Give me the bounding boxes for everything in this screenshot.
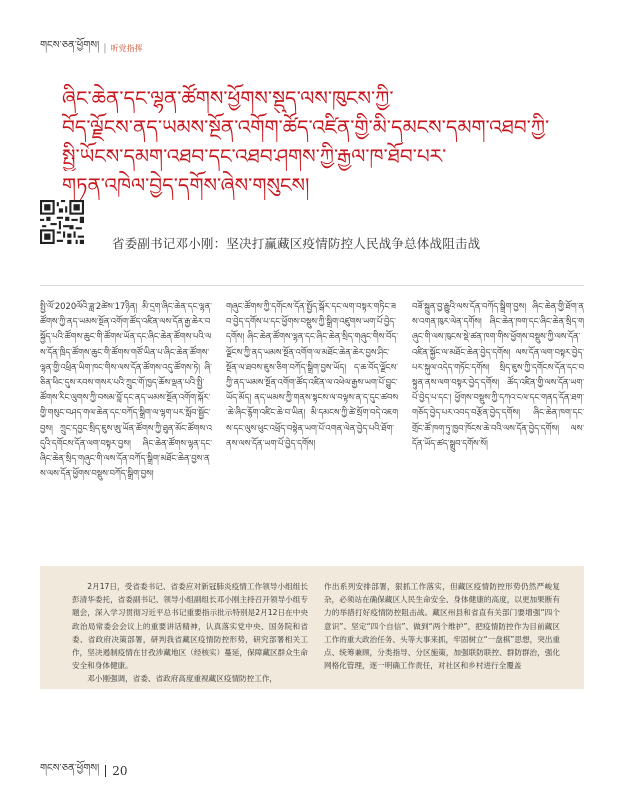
- page-header: [40, 34, 143, 62]
- footer-separator: [105, 765, 106, 777]
- body-column: སྤྱི་ལོ་2020ལོའི་ཟླ་2ཚེས་17ཉིན། མི་དྲག་ཞིང་ཆེན་དང་ལྷན་ཚོགས་ཀྱི་ནད་ཡམས་སྔོན་འགོག་ཚོད་འཛིན་ལས་དོན་རྒྱ་ཆེར་བསྐྱོད་པའི་ཚོགས་ཆུང་གི་ཚོགས་ཡོན་དང་ཞིང་ཆེན་ཚོགས་པའི་ལས་དོན་ཁྲིད་ཚོགས་ཆུང་གི་ཚོགས་གཙོ་ཡིན་པ་ཞིང་ཆེན་ཚོགས་ལྷན་གྱི་འཕྲིན་ཡིག་ཁང་གིས་ལས་དོན་ཚོགས་འདུ་ཚོགས་ཏེ། ཞི་ཅིན་ཕིང་དུས་རབས་གསར་པའི་ཀྲུང་གོ་ཁྱད་ཆོས་ལྡན་པའི་སྤྱི་ཚོགས་རིང་ལུགས་ཀྱི་བསམ་བློ་དང་ནད་ཡམས་སྔོན་འགོག་སྐོར་གྱི་གསུང་བཤད་གལ་ཆེན་དང་བཀོད་སྒྲིག་ལ་ལྷག་པར་སློབ་སྦྱོང་བྱས། ཀྲུང་དབྱང་སྲིད་ཇུས་ཨུ་ཡོན་ཚོགས་ཀྱི་ཐུན་མོང་ཚོགས་འདུའི་དགོངས་དོན་ལག་བསྟར་བྱས། ཞིང་ཆེན་ཚོགས་ལྷན་དང་ཞིང་ཆེན་སྲིད་གཞུང་གི་ལས་དོན་བཀོད་སྒྲིག་མཐོང་ཆེན་བྱས་ནས་ལས་དོན་ཕྱོགས་བསྡུས་བཀོད་སྒྲིག་བྱས།: [40, 301, 212, 479]
- article-subtitle: 省委副书记邓小刚：坚决打赢藏区疫情防控人民战争总体战阻击战: [112, 236, 481, 251]
- magazine-name: གངས་ཅན་ཕྱོགས།: [40, 40, 100, 51]
- article-title: [62, 84, 582, 200]
- header-separator: |: [103, 42, 107, 54]
- column-name: 听党指挥: [110, 43, 143, 53]
- summary-paragraph: 作出系列安排部署，狠抓工作落实，但藏区疫情防控形势仍然严峻复杂，必须站在确保藏区人民生命安全、身体健康的高度，以更加果断有力的举措打好疫情防控阻击战。藏区州县和省直有关部门要增强“四个意识”、坚定“四个自信”、做到“两个维护”，把疫情防控作为目前藏区工作的重大政治任务、头等大事来抓，牢固树立“一盘棋”思想，突出重点、统筹兼顾，分类指导、分区施策，加强联防联控、群防群治，强化网格化管理，逐一明确工作责任，对社区和乡村进行全覆盖: [324, 582, 560, 671]
- chinese-summary-box: [40, 566, 584, 689]
- title-line: ཞིང་ཆེན་དང་ལྷན་ཚོགས་ཕྱོགས་སྡུད་ལས་ཁུངས་ཀྱི་: [62, 86, 394, 110]
- body-column: གཞུང་ཚོགས་ཀྱི་དགོངས་དོན་སྤྱོད་སྒོར་དང་ལག་བསྟར་གཏིང་ཟབ་བྱེད་དགོས་པ་དང་ཕྱོགས་བསྡུས་ཀྱི་སྒྲིག་འཛུགས་ཡག་པོ་བྱེད་དགོས། ཞིང་ཆེན་ཚོགས་ལྷན་དང་ཞིང་ཆེན་སྲིད་གཞུང་གིས་བོད་ལྗོངས་ཀྱི་ནད་ཡམས་སྔོན་འགོག་ལ་མཐོང་ཆེན་ཆེར་བྱས་ཤིང་སྔོན་ལ་ཐབས་ཇུས་ཅིག་བཀོད་སྒྲིག་བྱས་ཡོད། ད་ཆ་བོད་ལྗོངས་ཀྱི་ནད་ཡམས་སྔོན་འགོག་ཚོད་འཛིན་ལ་འཕེལ་རྒྱས་ཡག་པོ་བྱུང་ཡོད་མོད། ནད་ཡམས་ཀྱི་གནས་སྟངས་ལ་བལྟས་ན་ད་དུང་ཚབས་ཆེ་ཞིང་རྙོག་འཛིང་ཆེ་བ་ཡིན། མི་དམངས་ཀྱི་ཚེ་སྲོག་བདེ་འཇགས་དང་ལུས་ཕུང་འཕྲོད་བསྟེན་ཡག་པོ་འགན་ལེན་བྱེད་པའི་ཐོག་ནས་ལས་དོན་ཡག་པོ་བྱེད་དགོས།: [226, 301, 398, 448]
- body-column: བཟོ་སྐྲུན་བྱ་རྒྱུའི་ལས་དོན་བཀོད་སྒྲིག་བྱས། ཞིང་ཆེན་གྱི་ཐོག་ནས་འགན་ཁུར་ལེན་དགོས། ཞིང་ཆེན་ཁག་དང་ཞིང་ཆེན་སྲིད་གཞུང་གི་ལས་ཁུངས་སྡེ་ཚན་ཁག་གིས་ཕྱོགས་བསྡུས་ཀྱི་ལས་དོན་འཛིན་སྐྱོང་ལ་མཐོང་ཆེན་བྱེད་དགོས། ལས་དོན་ལག་བསྟར་བྱེད་པར་སྐུལ་འདེད་གཏོང་དགོས། སྲིད་ཇུས་ཀྱི་དགོངས་དོན་དང་བསྟུན་ནས་ལག་བསྟར་བྱེད་དགོས། ཚོད་འཛིན་གྱི་ལས་དོན་ཡག་པོ་བྱེད་པ་དང་། ཕྱོགས་བསྡུས་ཀྱི་དཀའ་ངལ་དང་གནད་དོན་ཐག་གཅོད་བྱེད་པར་འབད་བརྩོན་བྱེད་དགོས། ཞིང་ཆེན་ཁག་དང་གྲོང་ཚོ་ཁག་ཏུ་ཁྱབ་ཁོངས་ཆེ་བའི་ལས་དོན་བྱེད་དགོས། ལས་དོན་ཡོད་ཚད་སྒྲུབ་དགོས་སོ།: [412, 301, 584, 448]
- summary-column: [324, 580, 560, 686]
- title-line: སྤྱི་ཡོངས་དམག་འཐབ་དང་འཐབ་ཤགས་ཀྱི་རྒྱལ་ཁ་ཐོབ་པར་: [62, 144, 447, 168]
- divider: [40, 285, 584, 286]
- qr-code-icon[interactable]: [40, 200, 84, 244]
- title-line: གཏན་འཁེལ་བྱེད་དགོས་ཞེས་གསུངས།: [62, 173, 310, 197]
- page-footer: [40, 757, 128, 785]
- footer-magazine-name: གངས་ཅན་ཕྱོགས།: [40, 763, 100, 774]
- summary-paragraph: 2月17日，受省委书记、省委应对新冠肺炎疫情工作领导小组组长彭清华委托，省委副书记、领导小组副组长邓小刚主持召开领导小组专题会，深入学习贯彻习近平总书记重要指示批示特别是2月12日在中央政治局常委会会议上的重要讲话精神，认真落实党中央、国务院和省委、省政府决策部署，研判我省藏区疫情防控形势，研究部署相关工作，坚决遏制疫情在甘孜涉藏地区（经核实）蔓延，保障藏区群众生命安全和身体健康。: [72, 582, 308, 671]
- summary-paragraph: 邓小刚强调，省委、省政府高度重视藏区疫情防控工作，: [87, 674, 278, 684]
- page-number: 20: [112, 764, 128, 778]
- tibetan-body: [40, 299, 584, 545]
- summary-column: [72, 580, 308, 686]
- title-line: བོད་ལྗོངས་ནད་ཡམས་སྔོན་འགོག་ཚོད་འཛིན་གྱི་མི་དམངས་དམག་འཐབ་ཀྱི་: [62, 115, 550, 139]
